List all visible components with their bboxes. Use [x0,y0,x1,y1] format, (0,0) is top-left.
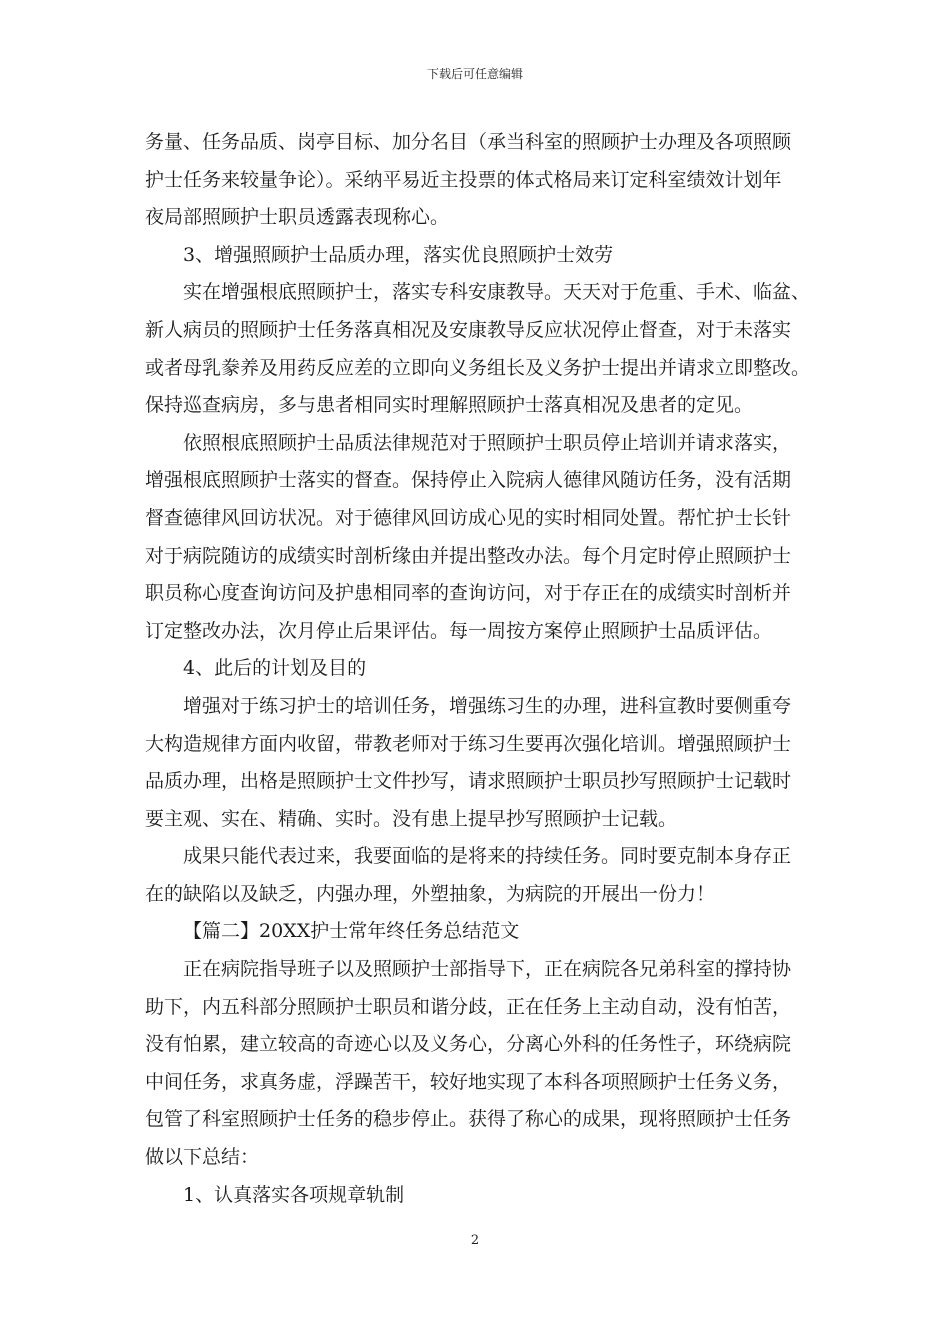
text-line: 做以下总结： [145,1146,260,1169]
text-line: 【篇二】20XX护士常年终任务总结范文 [183,920,520,943]
text-line: 中间任务，求真务虚，浮躁苦干，较好地实现了本科各项照顾护士任务义务， [145,1070,792,1093]
text-line: 对于病院随访的成绩实时剖析缘由并提出整改办法。每个月定时停止照顾护士 [145,544,792,567]
text-line: 督查德律风回访状况。对于德律风回访成心见的实时相同处置。帮忙护士长针 [145,506,792,529]
text-line: 正在病院指导班子以及照顾护士部指导下，正在病院各兄弟科室的撑持协 [183,958,792,981]
text-line: 没有怕累，建立较高的奇迹心以及义务心，分离心外科的任务性子，环绕病院 [145,1033,792,1056]
text-line: 实在增强根底照顾护士，落实专科安康教导。天天对于危重、手术、临盆、 [183,281,811,304]
text-line: 新人病员的照顾护士任务落真相况及安康教导反应状况停止督查，对于未落实 [145,318,792,341]
text-line: 订定整改办法，次月停止后果评估。每一周按方案停止照顾护士品质评估。 [145,619,773,642]
text-line: 成果只能代表过来，我要面临的是将来的持续任务。同时要克制本身存正 [183,845,792,868]
text-line: 保持巡查病房，多与患者相同实时理解照顾护士落真相况及患者的定见。 [145,394,754,417]
text-line: 或者母乳豢养及用药反应差的立即向义务组长及义务护士提出并请求立即整改。 [145,356,811,379]
page-header-note: 下载后可任意编辑 [426,67,523,81]
document-body [145,124,831,1214]
text-line: 在的缺陷以及缺乏，内强办理，外塑抽象，为病院的开展出一份力！ [145,882,716,905]
text-line: 包管了科室照顾护士任务的稳步停止。获得了称心的成果，现将照顾护士任务 [145,1108,792,1131]
text-line: 3、增强照顾护士品质办理，落实优良照顾护士效劳 [183,243,614,266]
page-number: 2 [470,1233,480,1248]
text-line: 职员称心度查询访问及护患相同率的查询访问，对于存正在的成绩实时剖析并 [145,582,792,605]
text-line: 依照根底照顾护士品质法律规范对于照顾护士职员停止培训并请求落实， [183,431,792,454]
text-line: 4、此后的计划及目的 [183,657,367,680]
text-line: 增强根底照顾护士落实的督查。保持停止入院病人德律风随访任务，没有活期 [145,469,792,492]
text-line: 助下，内五科部分照顾护士职员和谐分歧，正在任务上主动自动，没有怕苦， [145,995,792,1018]
text-line: 1、认真落实各项规章轨制 [183,1183,405,1206]
text-line: 大构造规律方面内收留，带教老师对于练习生要再次强化培训。增强照顾护士 [145,732,792,755]
text-line: 护士任务来较量争论）。采纳平易近主投票的体式格局来订定科室绩效计划年 [145,168,782,191]
text-line: 要主观、实在、精确、实时。没有患上提早抄写照顾护士记载。 [145,807,678,830]
text-line: 增强对于练习护士的培训任务，增强练习生的办理，进科宣教时要侧重夸 [183,694,792,717]
text-line: 务量、任务品质、岗亭目标、加分名目（承当科室的照顾护士办理及各项照顾 [145,131,792,153]
text-line: 夜局部照顾护士职员透露表现称心。 [145,206,450,229]
text-line: 品质办理，出格是照顾护士文件抄写，请求照顾护士职员抄写照顾护士记载时 [145,770,792,793]
